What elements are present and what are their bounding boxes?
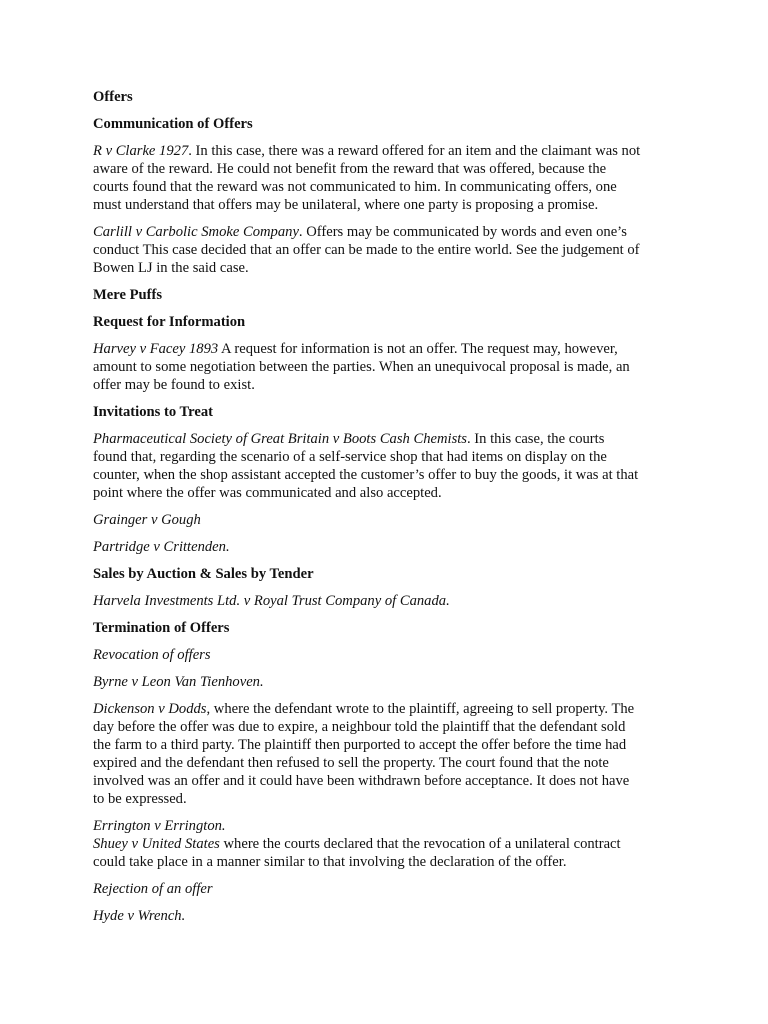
case-name-byrne: Byrne v Leon Van Tienhoven. [93, 674, 264, 690]
text-line: aware of the reward. He could not benefit from the reward that was offered, because the [93, 161, 607, 177]
case-name-errington: Errington v Errington. [93, 818, 226, 834]
heading-invitations-to-treat: Invitations to Treat [93, 404, 213, 420]
text-line: day before the offer was due to expire, a neighbour told the plaintiff that the defendant sold [93, 719, 626, 735]
paragraph-boots [93, 430, 683, 502]
text-line: offer may be found to exist. [93, 377, 255, 393]
text-line: involved was an offer and it could have been withdrawn before acceptance. It does not have [93, 773, 630, 789]
paragraph-dickenson-v-dodds [93, 700, 683, 808]
heading-mere-puffs: Mere Puffs [93, 287, 163, 303]
text-line: Bowen LJ in the said case. [93, 260, 249, 276]
text-line: . In this case, there was a reward offered for an item and the claimant was not [188, 143, 641, 159]
text-line: point where the offer was communicated and also accepted. [93, 485, 442, 501]
text-line: , where the defendant wrote to the plaintiff, agreeing to sell property. The [206, 701, 635, 717]
heading-sales-by-auction: Sales by Auction & Sales by Tender [93, 566, 314, 582]
text-line: A request for information is not an offer. The request may, however, [218, 341, 618, 357]
heading-communication-of-offers: Communication of Offers [93, 116, 253, 132]
case-name-dickenson-v-dodds: Dickenson v Dodds [93, 701, 207, 717]
case-name-shuey: Shuey v United States [93, 836, 220, 852]
subheading-revocation-of-offers: Revocation of offers [93, 647, 211, 663]
text-line: the farm to a third party. The plaintiff then purported to accept the offer before the time had [93, 737, 627, 753]
text-line: . In this case, the courts [467, 431, 605, 447]
text-line: . Offers may be communicated by words and even one’s [298, 224, 627, 240]
paragraph-carlill [93, 223, 683, 277]
text-line: conduct This case decided that an offer can be made to the entire world. See the judgement of [93, 242, 640, 258]
text-line: found that, regarding the scenario of a self-service shop that had items on display on the [93, 449, 607, 465]
text-line: counter, when the shop assistant accepted the customer’s offer to buy the goods, it was at that [93, 467, 639, 483]
case-name-hyde-v-wrench: Hyde v Wrench. [93, 908, 186, 924]
case-name-carlill: Carlill v Carbolic Smoke Company [93, 224, 299, 240]
text-line: to be expressed. [93, 791, 187, 807]
paragraph-r-v-clarke [93, 142, 683, 214]
text-line: must understand that offers may be unilateral, where one party is proposing a promise. [93, 197, 599, 213]
text-line: where the courts declared that the revocation of a unilateral contract [219, 836, 621, 852]
text-line: expired and the defendant then refused to sell the property. The court found that the note [93, 755, 609, 771]
case-name-harvey-v-facey: Harvey v Facey 1893 [93, 341, 219, 357]
heading-termination-of-offers: Termination of Offers [93, 620, 230, 636]
paragraph-errington-shuey [93, 817, 683, 871]
case-name-partridge: Partridge v Crittenden. [93, 539, 230, 555]
document-page [93, 88, 683, 925]
text-line: could take place in a manner similar to that involving the declaration of the offer. [93, 854, 567, 870]
case-name-boots: Pharmaceutical Society of Great Britain v Boots Cash Chemists [93, 431, 467, 447]
document-title: Offers [93, 89, 133, 105]
subheading-rejection-of-an-offer: Rejection of an offer [93, 881, 213, 897]
heading-request-for-information: Request for Information [93, 314, 246, 330]
text-line: courts found that the reward was not communicated to him. In communicating offers, one [93, 179, 617, 195]
paragraph-harvey-v-facey [93, 340, 683, 394]
case-name-harvela: Harvela Investments Ltd. v Royal Trust Company of Canada. [93, 593, 450, 609]
case-name-grainger: Grainger v Gough [93, 512, 201, 528]
case-name-r-v-clarke: R v Clarke 1927 [93, 143, 189, 159]
text-line: amount to some negotiation between the parties. When an unequivocal proposal is made, an [93, 359, 630, 375]
